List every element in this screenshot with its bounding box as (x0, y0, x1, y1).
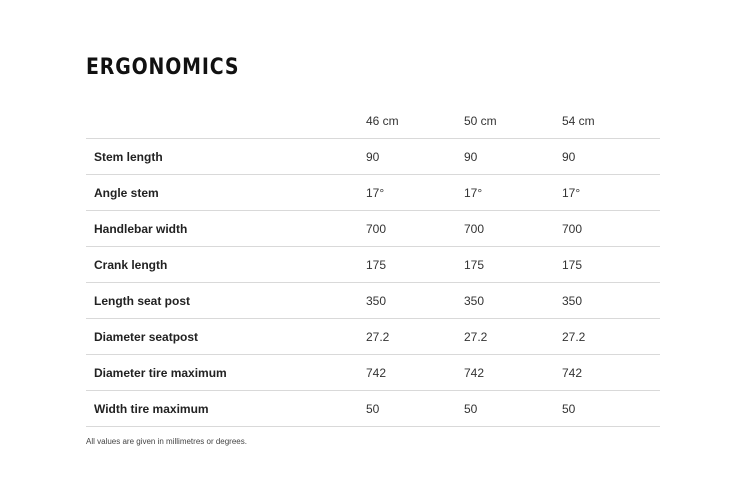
table-cell: 742 (464, 355, 562, 391)
table-row (86, 391, 660, 427)
row-label: Diameter tire maximum (86, 355, 366, 391)
row-label: Handlebar width (86, 211, 366, 247)
table-cell: 17° (562, 175, 660, 211)
table-cell: 175 (366, 247, 464, 283)
table-cell: 90 (562, 139, 660, 175)
table-cell: 350 (464, 283, 562, 319)
row-label: Crank length (86, 247, 366, 283)
ergonomics-table (86, 103, 660, 427)
table-cell: 90 (464, 139, 562, 175)
table-cell: 700 (366, 211, 464, 247)
table-row (86, 283, 660, 319)
page-title: ERGONOMICS (86, 55, 240, 80)
row-label: Angle stem (86, 175, 366, 211)
row-label: Length seat post (86, 283, 366, 319)
table-cell: 700 (562, 211, 660, 247)
table-cell: 175 (464, 247, 562, 283)
table-cell: 742 (366, 355, 464, 391)
table-row (86, 175, 660, 211)
table-cell: 50 (562, 391, 660, 427)
header-empty-cell (86, 103, 366, 139)
table-cell: 27.2 (464, 319, 562, 355)
table-cell: 700 (464, 211, 562, 247)
row-label: Stem length (86, 139, 366, 175)
table-header-row (86, 103, 660, 139)
table-cell: 17° (464, 175, 562, 211)
column-header-50cm: 50 cm (464, 103, 562, 139)
table-row (86, 247, 660, 283)
column-header-46cm: 46 cm (366, 103, 464, 139)
table-cell: 27.2 (562, 319, 660, 355)
column-header-54cm: 54 cm (562, 103, 660, 139)
table-cell: 742 (562, 355, 660, 391)
table-cell: 350 (366, 283, 464, 319)
table-cell: 50 (464, 391, 562, 427)
table-cell: 50 (366, 391, 464, 427)
table-cell: 17° (366, 175, 464, 211)
table-cell: 350 (562, 283, 660, 319)
row-label: Diameter seatpost (86, 319, 366, 355)
footnote: All values are given in millimetres or degrees. (86, 437, 247, 446)
table-row (86, 211, 660, 247)
table-cell: 27.2 (366, 319, 464, 355)
table-row (86, 139, 660, 175)
table-row (86, 319, 660, 355)
table-row (86, 355, 660, 391)
table-cell: 90 (366, 139, 464, 175)
row-label: Width tire maximum (86, 391, 366, 427)
table-cell: 175 (562, 247, 660, 283)
